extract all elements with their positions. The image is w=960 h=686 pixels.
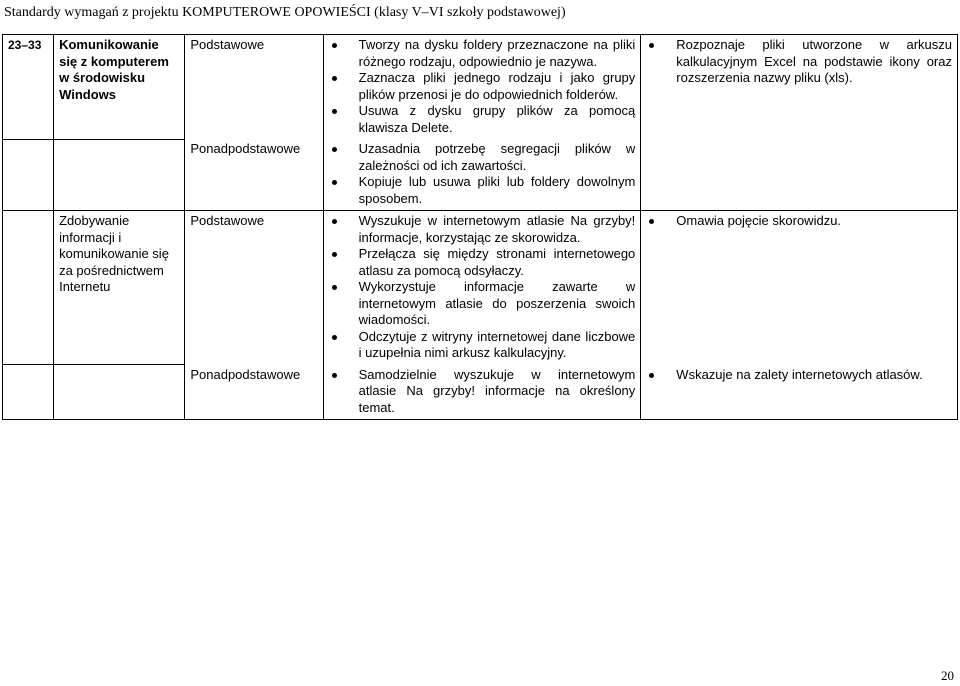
table-row [3,139,958,211]
requirement-item: Tworzy na dysku foldery przeznaczone na pliki różnego rodzaju, odpowiednio je nazywa. [329,37,636,70]
requirements-advanced-col2 [641,365,958,420]
requirements-advanced-col1 [323,365,641,420]
requirement-item: Samodzielnie wyszukuje w internetowym atlasie Na grzyby! informacje na określony temat. [329,367,636,417]
requirement-item: Kopiuje lub usuwa pliki lub foldery dowolnym sposobem. [329,174,636,207]
document-header: Standardy wymagań z projektu KOMPUTEROWE OPOWIEŚCI (klasy V–VI szkoły podstawowej) [4,5,566,20]
requirements-table [2,34,958,420]
requirements-basic-col1 [323,211,641,365]
table-row [3,211,958,365]
lesson-number [3,211,54,365]
level-label-advanced: Ponadpodstawowe [185,365,323,420]
requirement-item: Omawia pojęcie skorowidzu. [646,213,952,230]
page-number: 20 [941,668,954,683]
requirement-item: Usuwa z dysku grupy plików za pomocą klawisza Delete. [329,103,636,136]
level-label-basic: Podstawowe [185,35,323,140]
level-label-advanced: Ponadpodstawowe [185,139,323,211]
topic-title: Zdobywanie informacji i komunikowanie się za pośrednictwem Internetu [54,211,185,365]
requirement-item: Wykorzystuje informacje zawarte w internetowym atlasie do poszerzenia swoich wiadomości. [329,279,636,329]
requirements-basic-col2 [641,35,958,140]
requirements-advanced-col2 [641,139,958,211]
lesson-number: 23–33 [3,35,54,140]
requirement-item: Wyszukuje w internetowym atlasie Na grzyby! informacje, korzystając ze skorowidza. [329,213,636,246]
requirements-basic-col1 [323,35,641,140]
requirement-item: Zaznacza pliki jednego rodzaju i jako grupy plików przenosi je do odpowiednich folderów. [329,70,636,103]
requirements-basic-col2 [641,211,958,365]
requirement-item: Wskazuje na zalety internetowych atlasów. [646,367,952,384]
requirement-item: Odczytuje z witryny internetowej dane liczbowe i uzupełnia nimi arkusz kalkulacyjny. [329,329,636,362]
table-row [3,35,958,140]
requirement-item: Uzasadnia potrzebę segregacji plików w zależności od ich zawartości. [329,141,636,174]
level-label-basic: Podstawowe [185,211,323,365]
table-row [3,365,958,420]
requirements-advanced-col1 [323,139,641,211]
topic-title: Komunikowanie się z komputerem w środowisku Windows [54,35,185,140]
requirement-item: Przełącza się między stronami internetowego atlasu za pomocą odsyłaczy. [329,246,636,279]
requirement-item: Rozpoznaje pliki utworzone w arkuszu kalkulacyjnym Excel na podstawie ikony oraz rozszerzenia nazwy pliku (xls). [646,37,952,87]
